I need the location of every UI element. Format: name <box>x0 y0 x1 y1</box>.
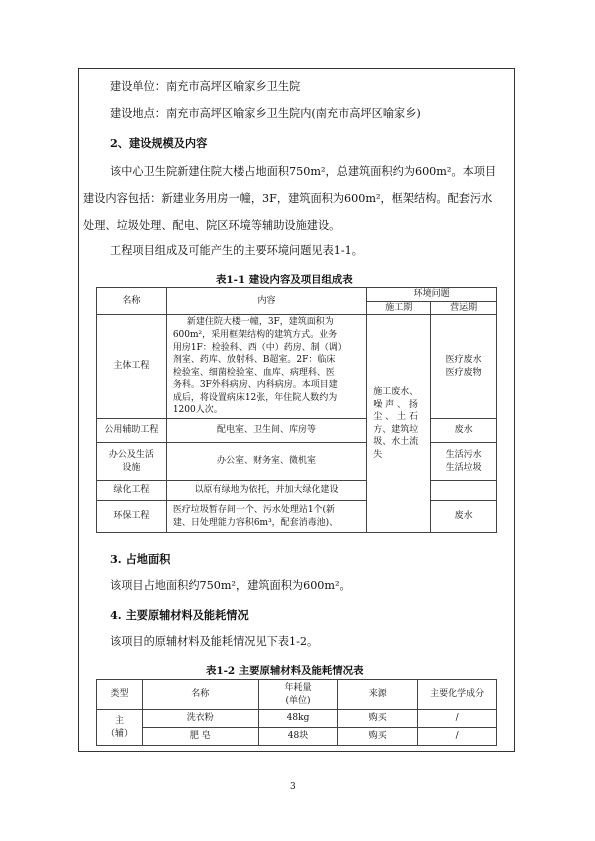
unit-line: 建设单位：南充市高坪区喻家乡卫生院 <box>110 80 301 93</box>
para-1-line-3: 处理、垃圾处理、配电、院区环境等辅助设施建设。 <box>83 219 341 232</box>
para-3: 该项目占地面积约750m²，建筑面积为600m²。 <box>110 579 351 592</box>
t1-head-content: 内容 <box>166 288 366 315</box>
t1-row-operate: 废水 <box>431 419 497 443</box>
t2-head-source: 来源 <box>338 680 418 710</box>
issue-line: 尘 、 土 石 <box>373 412 418 423</box>
t2-head-type: 类型 <box>97 680 143 710</box>
content-line: 剂室、药库、放射科、B超室。2F：临床 <box>172 355 336 366</box>
head-line: (单位) <box>285 695 311 706</box>
issue-line: 失 <box>373 449 383 460</box>
t2-row-name: 洗衣粉 <box>142 710 258 728</box>
content-line: 检验室、细菌检验室、血库、病理科、医 <box>172 367 335 378</box>
content-line: 用房1F：检验科、西（中）药房、制（调） <box>172 342 347 353</box>
operate-line: 医疗废物 <box>445 367 482 378</box>
t2-type-cell <box>97 710 143 746</box>
operate-line: 医疗废水 <box>445 355 482 366</box>
table-2-caption: 表1-2 主要原辅材料及能耗情况表 <box>206 665 364 677</box>
para-2: 工程项目组成及可能产生的主要环境问题见表1-1。 <box>110 244 363 257</box>
t2-row-name: 肥 皂 <box>142 728 258 746</box>
table-1-caption: 表1-1 建设内容及项目组成表 <box>216 274 353 286</box>
head-line: 年耗量 <box>284 682 312 693</box>
t1-row-content <box>166 501 366 533</box>
section-heading-3: 3. 占地面积 <box>110 552 171 566</box>
location-line: 建设地点：南充市高坪区喻家乡卫生院内(南充市高坪区喻家乡) <box>110 107 421 120</box>
t1-row-name <box>97 443 167 481</box>
t2-row-amount: 48kg <box>258 710 338 728</box>
table-1 <box>96 287 497 533</box>
t1-construct-issues <box>367 315 431 533</box>
t1-row-operate-empty <box>431 481 497 501</box>
para-4: 该项目的原辅材料及能耗情况见下表1-2。 <box>110 635 319 648</box>
content-line: 新建住院大楼一幢，3F，建筑面积为 <box>186 317 334 328</box>
issue-line: 方、建筑垃 <box>373 424 419 435</box>
content-line: 务科。3F外科病房、内科病房。本项目建 <box>172 380 338 391</box>
para-1-line-1: 该中心卫生院新建住院大楼占地面积750m²，总建筑面积约为600m²。本项目 <box>110 165 497 178</box>
t1-row-name: 环保工程 <box>97 501 167 533</box>
para-1-line-2: 建设内容包括：新建业务用房一幢，3F，建筑面积为600m²，框架结构。配套污水 <box>83 192 493 205</box>
t1-head-construct: 施工期 <box>367 301 431 315</box>
t2-row-chem: / <box>418 728 497 746</box>
t1-head-operate: 营运期 <box>431 301 497 315</box>
t2-head-name: 名称 <box>142 680 258 710</box>
t1-row-name: 公用辅助工程 <box>97 419 167 443</box>
t1-row-operate: 废水 <box>431 501 497 533</box>
section-heading-2: 2、建设规模及内容 <box>110 136 208 150</box>
section-heading-4: 4. 主要原辅材料及能耗情况 <box>110 608 249 622</box>
issue-line: 圾、水土流 <box>373 437 419 448</box>
table-2 <box>96 679 497 746</box>
t2-head-chem: 主要化学成分 <box>418 680 497 710</box>
type-line: （辅） <box>105 728 133 739</box>
t1-row-name: 绿化工程 <box>97 481 167 501</box>
t1-row-name: 主体工程 <box>97 315 167 419</box>
name-line: 设施 <box>122 462 141 473</box>
content-line: 医疗垃圾暂存间一个、污水处理站1个(新 <box>172 505 336 516</box>
t2-row-amount: 48块 <box>258 728 338 746</box>
content-line: 建、日处理能力容积6m³，配套消毒池)、 <box>172 517 339 528</box>
operate-line: 生活污水 <box>445 450 482 461</box>
t1-row-content: 配电室、卫生间、库房等 <box>166 419 366 443</box>
content-line: 600m²，采用框架结构的建筑方式。业务 <box>172 329 338 340</box>
content-line: 1200人次。 <box>172 405 223 416</box>
issue-line: 噪 声 、 扬 <box>373 399 418 410</box>
t1-head-name: 名称 <box>97 288 167 315</box>
t2-head-amount <box>258 680 338 710</box>
operate-line: 生活垃圾 <box>445 462 482 473</box>
name-line: 办公及生活 <box>108 450 154 461</box>
t2-row-source: 购买 <box>338 710 418 728</box>
content-line: 成后，将设置病床12张，年住院人数约为 <box>172 392 338 403</box>
t1-row-content: 以原有绿地为依托，并加大绿化建设 <box>166 481 366 501</box>
issue-line: 施工废水、 <box>373 386 419 397</box>
type-line: 主 <box>114 715 124 726</box>
t1-row-content <box>166 315 366 419</box>
t1-row-operate <box>431 315 497 419</box>
t1-row-content: 办公室、财务室、微机室 <box>166 443 366 481</box>
t2-row-chem: / <box>418 710 497 728</box>
t1-row-operate <box>431 443 497 481</box>
t1-head-env: 环境问题 <box>367 288 497 302</box>
t2-row-source: 购买 <box>338 728 418 746</box>
page-number: 3 <box>290 782 296 792</box>
